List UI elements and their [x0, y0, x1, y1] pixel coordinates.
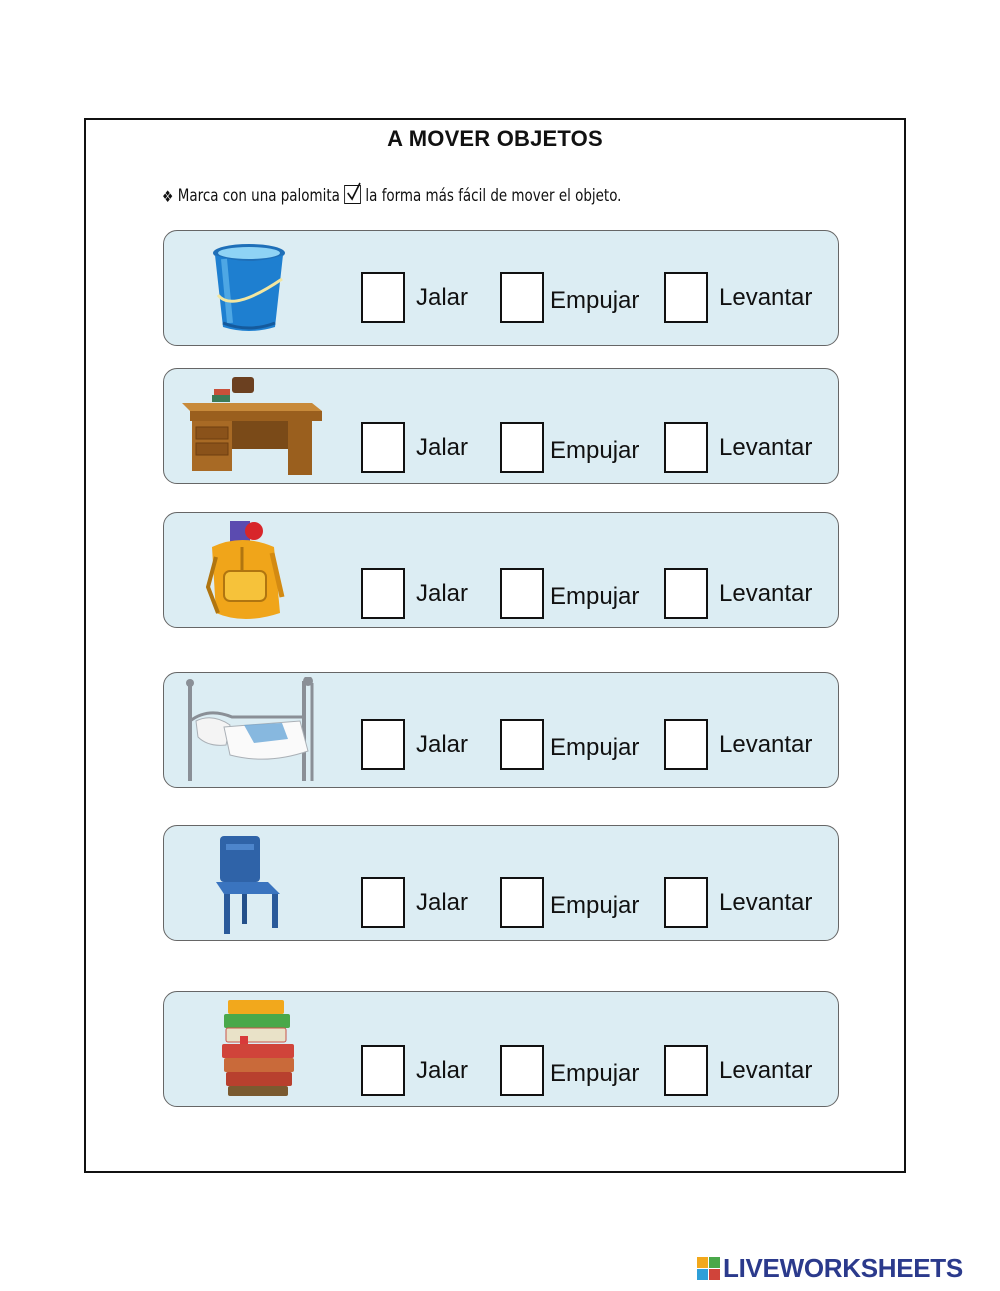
option-label: Levantar — [719, 888, 813, 916]
instruction — [162, 186, 621, 206]
option-jalar[interactable] — [361, 719, 468, 770]
option-label: Levantar — [719, 283, 813, 311]
option-levantar[interactable] — [664, 1045, 812, 1096]
option-label: Empujar — [550, 733, 640, 761]
checkbox[interactable] — [500, 1045, 544, 1096]
option-empujar[interactable] — [500, 422, 639, 473]
checkbox[interactable] — [664, 719, 708, 770]
option-empujar[interactable] — [500, 568, 639, 619]
checkmark-box-icon — [344, 185, 361, 204]
option-levantar[interactable] — [664, 877, 812, 928]
option-jalar[interactable] — [361, 272, 468, 323]
checkbox[interactable] — [500, 719, 544, 770]
option-jalar[interactable] — [361, 877, 468, 928]
option-jalar[interactable] — [361, 1045, 468, 1096]
instruction-text-after: la forma más fácil de mover el objeto. — [365, 186, 622, 206]
instruction-text-before: Marca con una palomita — [177, 186, 340, 206]
chair-icon — [172, 830, 322, 934]
option-label: Empujar — [550, 582, 640, 610]
checkbox[interactable] — [500, 568, 544, 619]
checkbox[interactable] — [361, 877, 405, 928]
item-row-books — [163, 991, 839, 1107]
option-label: Levantar — [719, 730, 813, 758]
option-empujar[interactable] — [500, 877, 639, 928]
checkbox[interactable] — [361, 1045, 405, 1096]
option-label: Jalar — [416, 283, 469, 311]
logo-cubes-icon — [697, 1257, 720, 1280]
option-jalar[interactable] — [361, 568, 468, 619]
option-levantar[interactable] — [664, 568, 812, 619]
checkbox[interactable] — [664, 1045, 708, 1096]
option-empujar[interactable] — [500, 272, 639, 323]
option-label: Empujar — [550, 286, 640, 314]
item-row-chair — [163, 825, 839, 941]
option-label: Levantar — [719, 1056, 813, 1084]
checkbox[interactable] — [361, 272, 405, 323]
checkbox[interactable] — [664, 272, 708, 323]
item-row-desk — [163, 368, 839, 484]
worksheet-frame — [84, 118, 906, 1173]
books-icon — [172, 996, 322, 1100]
option-label: Jalar — [416, 888, 469, 916]
checkbox[interactable] — [664, 422, 708, 473]
checkbox[interactable] — [664, 568, 708, 619]
checkbox[interactable] — [361, 422, 405, 473]
option-levantar[interactable] — [664, 719, 812, 770]
option-label: Jalar — [416, 433, 469, 461]
bucket-icon — [172, 235, 322, 339]
option-jalar[interactable] — [361, 422, 468, 473]
checkbox[interactable] — [500, 877, 544, 928]
diamond-bullet-icon: ❖ — [162, 186, 174, 206]
checkbox[interactable] — [500, 272, 544, 323]
option-levantar[interactable] — [664, 422, 812, 473]
option-levantar[interactable] — [664, 272, 812, 323]
option-label: Empujar — [550, 436, 640, 464]
checkbox[interactable] — [361, 568, 405, 619]
checkbox[interactable] — [500, 422, 544, 473]
item-row-backpack — [163, 512, 839, 628]
option-label: Levantar — [719, 579, 813, 607]
option-label: Empujar — [550, 891, 640, 919]
item-row-bed — [163, 672, 839, 788]
option-label: Levantar — [719, 433, 813, 461]
page-title: A MOVER OBJETOS — [387, 126, 603, 151]
desk-icon — [172, 373, 322, 477]
option-empujar[interactable] — [500, 1045, 639, 1096]
liveworksheets-logo — [697, 1253, 963, 1284]
checkbox[interactable] — [361, 719, 405, 770]
option-label: Jalar — [416, 730, 469, 758]
option-label: Empujar — [550, 1059, 640, 1087]
checkbox[interactable] — [664, 877, 708, 928]
brand-name: LIVEWORKSHEETS — [723, 1253, 963, 1283]
option-label: Jalar — [416, 1056, 469, 1084]
option-label: Jalar — [416, 579, 469, 607]
item-row-bucket — [163, 230, 839, 346]
option-empujar[interactable] — [500, 719, 639, 770]
backpack-icon — [172, 517, 322, 621]
bed-icon — [172, 677, 322, 781]
